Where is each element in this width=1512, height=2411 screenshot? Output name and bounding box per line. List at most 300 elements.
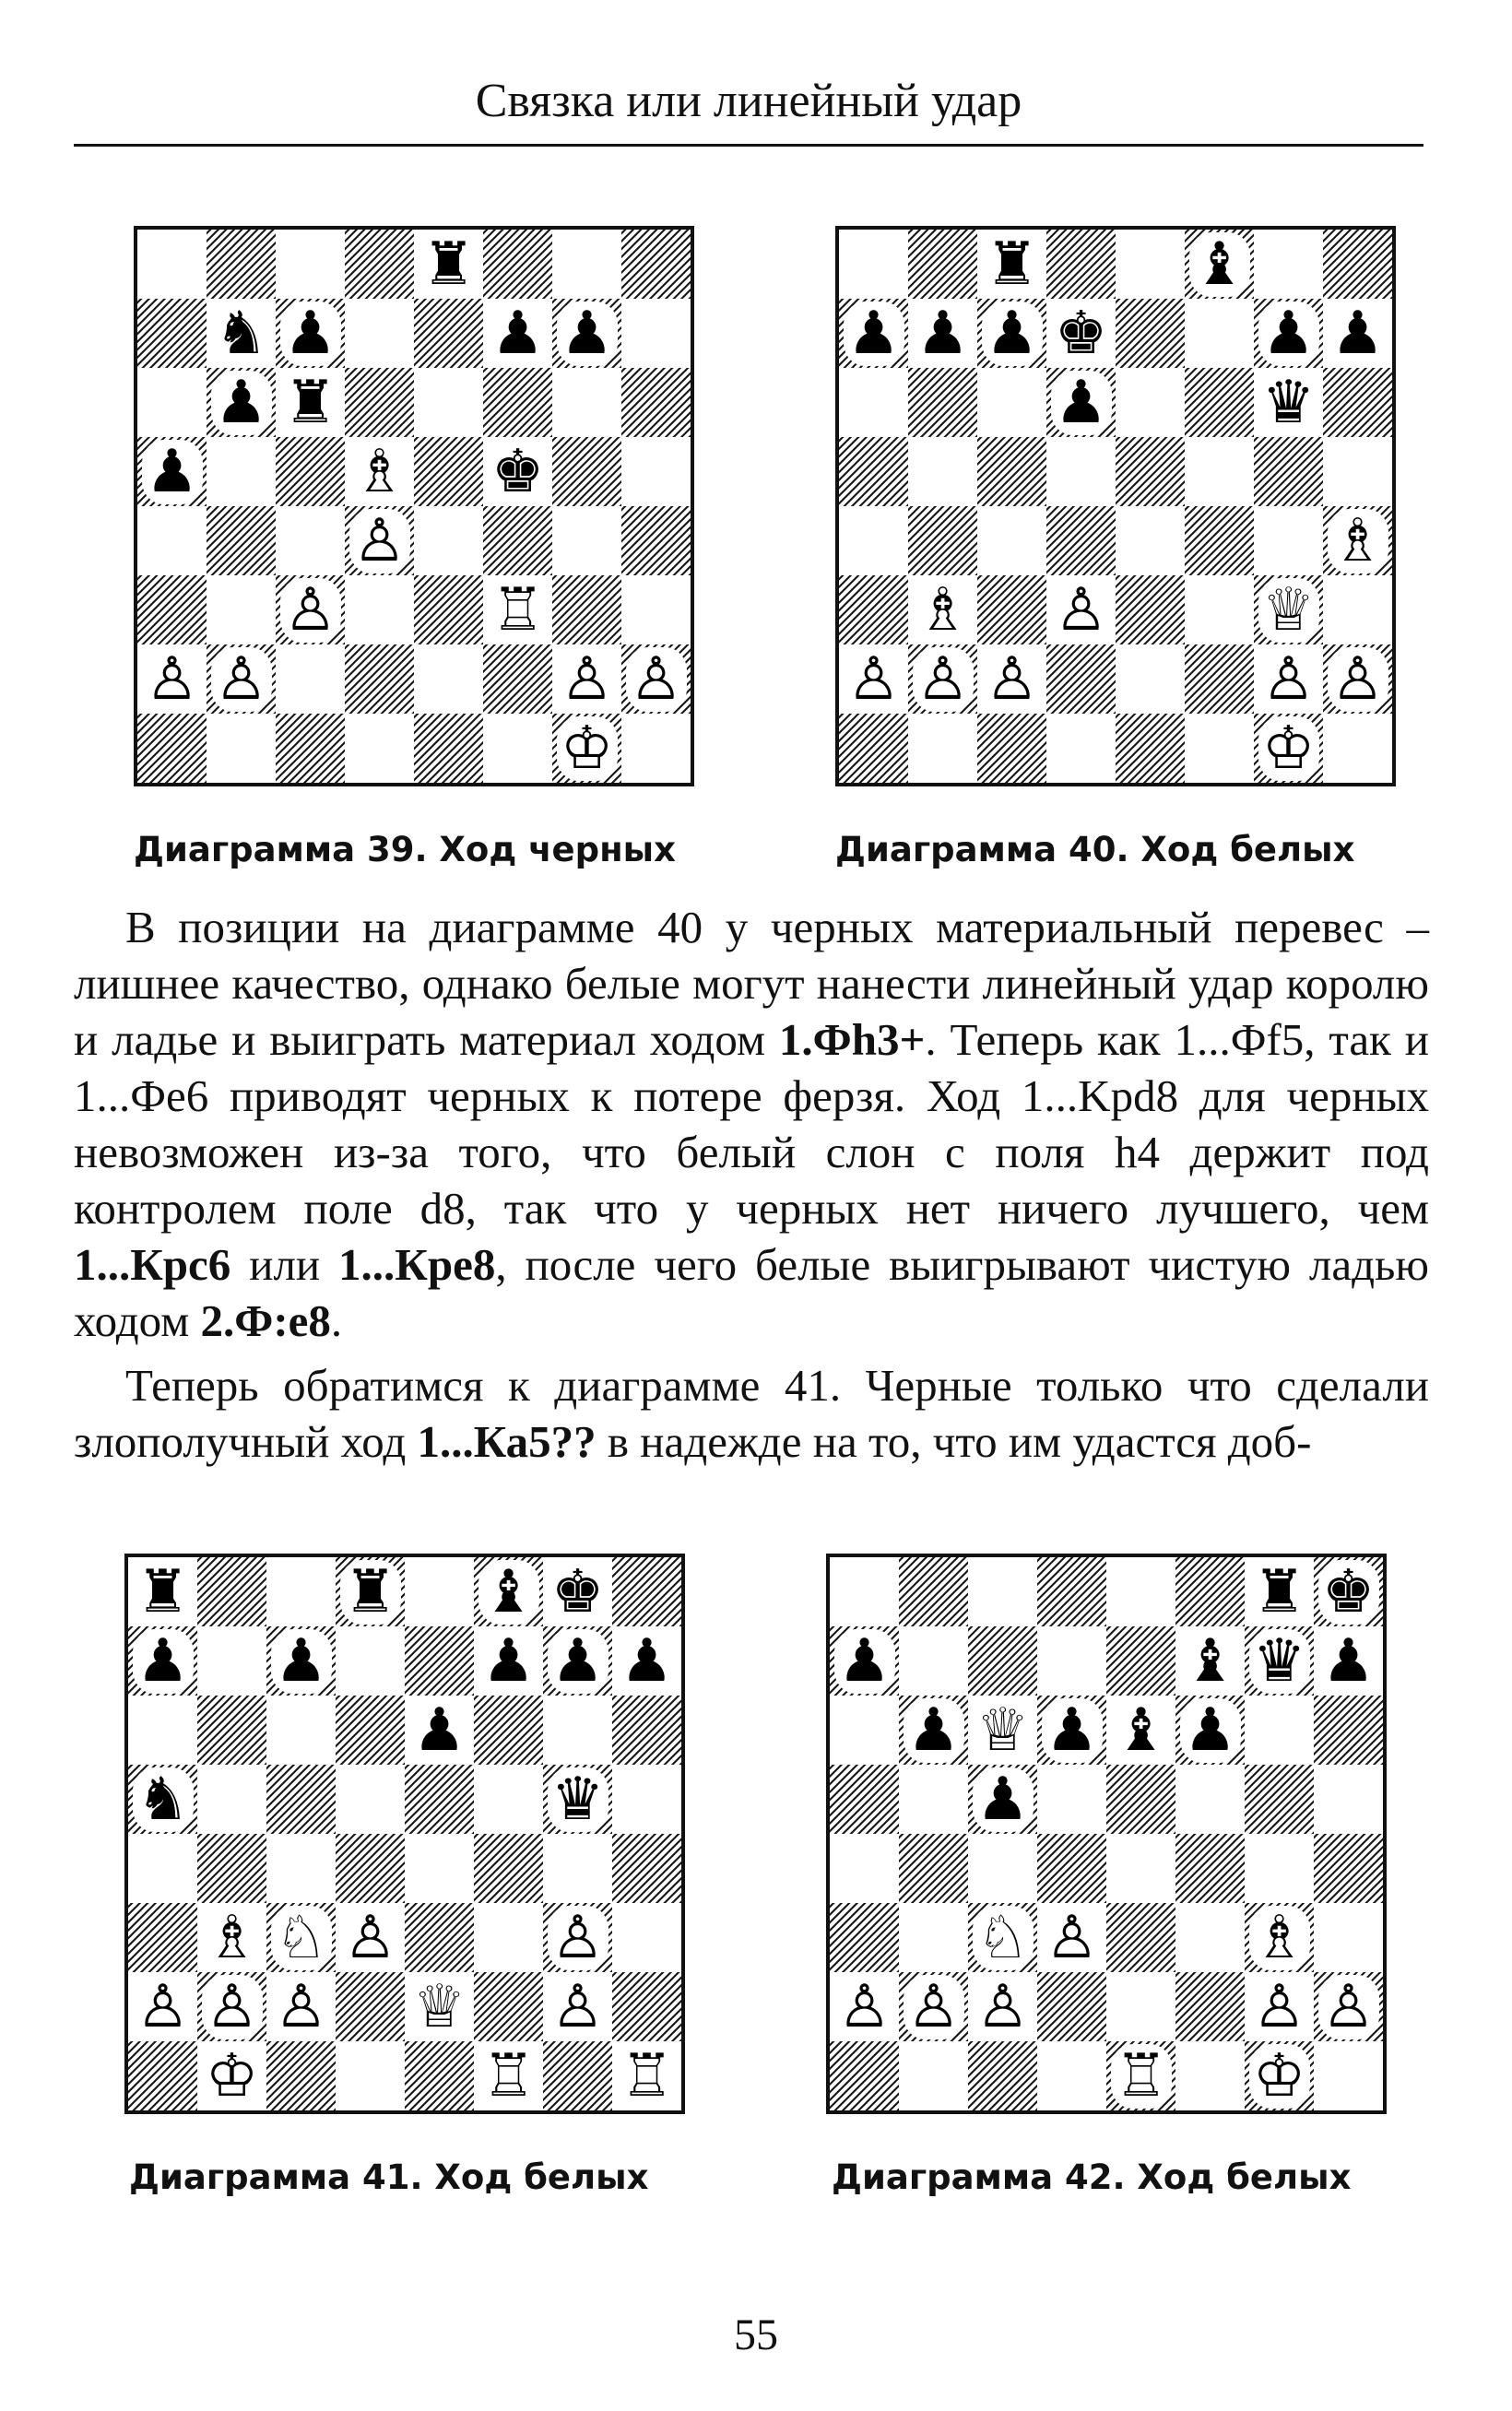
square-g5 [552,437,621,506]
square-f3 [483,575,552,644]
diagram-39-caption: Диаграмма 39. Ход черных [134,830,676,869]
square-f2 [474,1972,543,2041]
square-e3 [1106,1903,1175,1972]
white-rook-icon: ♖ [617,2044,678,2109]
text-run: , после чего белые выигрывают чистую ладью ходом [74,1239,1429,1346]
square-d1 [336,2041,405,2110]
square-f5 [1185,437,1254,506]
black-rook-icon: ♜ [419,232,479,297]
black-knight-icon: ♞ [211,301,272,366]
white-pawn-icon: ♙ [133,1975,194,2039]
square-d2 [1037,1972,1106,2041]
square-h5 [1323,437,1392,506]
square-a4 [830,1834,899,1903]
square-e3 [405,1903,474,1972]
black-pawn-icon: ♟ [1328,301,1388,366]
square-b2 [207,644,276,714]
square-a1 [128,2041,197,2110]
black-pawn-icon: ♟ [904,1698,964,1763]
square-c3 [968,1903,1037,1972]
move-notation: 1...Кре8 [338,1239,496,1290]
white-pawn-icon: ♙ [548,1975,608,2039]
black-pawn-icon: ♟ [913,301,974,366]
black-pawn-icon: ♟ [133,1629,194,1694]
square-g8 [1245,1557,1314,1626]
black-pawn-icon: ♟ [834,1629,895,1694]
square-h3 [612,1903,681,1972]
black-pawn-icon: ♟ [1180,1698,1241,1763]
square-h3 [1314,1903,1383,1972]
square-c5 [977,437,1046,506]
white-pawn-icon: ♙ [913,647,974,712]
square-e3 [414,575,483,644]
square-b4 [899,1834,968,1903]
square-e1 [414,714,483,783]
square-g7 [1245,1626,1314,1696]
square-a1 [839,714,908,783]
white-bishop-icon: ♗ [1249,1906,1310,1970]
black-queen-icon: ♛ [1249,1629,1310,1694]
square-a2 [839,644,908,714]
black-pawn-icon: ♟ [617,1629,678,1694]
black-pawn-icon: ♟ [142,440,203,504]
square-h2 [1323,644,1392,714]
white-bishop-icon: ♗ [1328,509,1388,573]
square-a4 [128,1834,197,1903]
square-b6 [908,368,977,437]
white-pawn-icon: ♙ [1318,1975,1379,2039]
square-b8 [908,230,977,299]
square-f1 [1185,714,1254,783]
square-d7 [336,1626,405,1696]
black-bishop-icon: ♝ [1180,1629,1241,1694]
square-b7 [908,299,977,368]
square-b4 [207,506,276,575]
square-e7 [1116,299,1185,368]
square-c3 [977,575,1046,644]
square-g8 [543,1557,612,1626]
square-b5 [899,1765,968,1834]
white-pawn-icon: ♙ [973,1975,1034,2039]
square-h4 [1323,506,1392,575]
square-d3 [1046,575,1116,644]
square-b6 [197,1696,266,1765]
black-knight-icon: ♞ [133,1767,194,1832]
square-h1 [621,714,691,783]
square-e8 [1106,1557,1175,1626]
square-h3 [1323,575,1392,644]
square-f5 [474,1765,543,1834]
square-d7 [345,299,414,368]
square-e1 [405,2041,474,2110]
square-b1 [197,2041,266,2110]
text-run: в надежде на то, что им удастся доб- [596,1416,1312,1467]
black-pawn-icon: ♟ [1042,1698,1103,1763]
square-d7 [1037,1626,1106,1696]
square-h6 [621,368,691,437]
square-a1 [137,714,207,783]
move-notation: 1...Крс6 [74,1239,231,1290]
square-b7 [899,1626,968,1696]
square-g5 [543,1765,612,1834]
square-c7 [968,1626,1037,1696]
page-number: 55 [734,2311,778,2359]
square-g2 [1254,644,1323,714]
square-c8 [977,230,1046,299]
square-d4 [1046,506,1116,575]
square-b3 [197,1903,266,1972]
square-h1 [612,2041,681,2110]
square-e5 [414,437,483,506]
square-e4 [1106,1834,1175,1903]
square-h1 [1323,714,1392,783]
square-f6 [474,1696,543,1765]
square-a7 [128,1626,197,1696]
square-c8 [266,1557,336,1626]
square-b2 [197,1972,266,2041]
square-c3 [266,1903,336,1972]
square-f8 [474,1557,543,1626]
square-g4 [552,506,621,575]
square-b2 [899,1972,968,2041]
square-h8 [1314,1557,1383,1626]
square-g4 [1254,506,1323,575]
white-queen-icon: ♕ [409,1975,470,2039]
square-b4 [908,506,977,575]
square-h5 [1314,1765,1383,1834]
black-pawn-icon: ♟ [973,1767,1034,1832]
square-d5 [345,437,414,506]
square-e5 [1116,437,1185,506]
square-h2 [612,1972,681,2041]
square-e3 [1116,575,1185,644]
square-g7 [552,299,621,368]
square-e6 [1106,1696,1175,1765]
black-bishop-icon: ♝ [1189,232,1250,297]
square-b3 [899,1903,968,1972]
white-pawn-icon: ♙ [142,647,203,712]
square-h1 [1314,2041,1383,2110]
square-a4 [137,506,207,575]
square-a8 [128,1557,197,1626]
square-f4 [1175,1834,1245,1903]
square-g7 [543,1626,612,1696]
square-h6 [612,1696,681,1765]
text-run: или [230,1239,339,1290]
square-h6 [1323,368,1392,437]
square-g3 [543,1903,612,1972]
square-d1 [345,714,414,783]
square-h4 [621,506,691,575]
black-pawn-icon: ♟ [1258,301,1319,366]
square-d8 [1037,1557,1106,1626]
square-f3 [474,1903,543,1972]
square-e7 [414,299,483,368]
square-c6 [276,368,345,437]
text-run: В позиции на диаграмме 40 у черных материальный перевес – лишнее качество, однако белые могут нанести линейный удар королю и ладье и выиграть материал ходом [74,902,1429,1065]
square-f1 [483,714,552,783]
square-b1 [207,714,276,783]
chess-diagram-40 [835,226,1396,786]
square-c2 [968,1972,1037,2041]
square-a5 [830,1765,899,1834]
square-e2 [405,1972,474,2041]
square-h8 [1323,230,1392,299]
black-pawn-icon: ♟ [982,301,1043,366]
square-c2 [276,644,345,714]
square-b7 [207,299,276,368]
white-king-icon: ♔ [1258,716,1319,781]
square-b1 [899,2041,968,2110]
white-pawn-icon: ♙ [271,1975,332,2039]
square-g8 [1254,230,1323,299]
square-b7 [197,1626,266,1696]
square-b8 [899,1557,968,1626]
white-pawn-icon: ♙ [211,647,272,712]
square-d3 [1037,1903,1106,1972]
square-g7 [1254,299,1323,368]
white-pawn-icon: ♙ [1042,1906,1103,1970]
square-g1 [1254,714,1323,783]
square-d6 [1046,368,1116,437]
black-pawn-icon: ♟ [1318,1629,1379,1694]
square-e7 [405,1626,474,1696]
square-g1 [543,2041,612,2110]
square-d2 [345,644,414,714]
square-d5 [336,1765,405,1834]
square-g4 [543,1834,612,1903]
square-g6 [552,368,621,437]
square-f1 [1175,2041,1245,2110]
square-c6 [977,368,1046,437]
square-a3 [128,1903,197,1972]
chess-diagram-42 [826,1554,1387,2114]
text-run: Теперь обратимся к диаграмме 41. Черные только что сделали злополучный ход [74,1360,1429,1467]
white-bishop-icon: ♗ [913,578,974,643]
text-run: . [330,1295,343,1346]
black-king-icon: ♚ [1318,1560,1379,1625]
black-pawn-icon: ♟ [271,1629,332,1694]
square-a3 [137,575,207,644]
square-g3 [1254,575,1323,644]
square-a5 [137,437,207,506]
square-d6 [336,1696,405,1765]
square-a8 [137,230,207,299]
square-g3 [552,575,621,644]
square-g2 [1245,1972,1314,2041]
square-f5 [483,437,552,506]
square-f2 [1175,1972,1245,2041]
square-f7 [1185,299,1254,368]
header-rule [74,144,1423,147]
white-pawn-icon: ♙ [626,647,687,712]
square-f8 [1185,230,1254,299]
square-a2 [128,1972,197,2041]
square-e1 [1116,714,1185,783]
square-e4 [414,506,483,575]
square-e4 [1116,506,1185,575]
square-e8 [1116,230,1185,299]
square-c1 [266,2041,336,2110]
square-g5 [1245,1765,1314,1834]
white-pawn-icon: ♙ [1249,1975,1310,2039]
square-f5 [1175,1765,1245,1834]
square-f8 [483,230,552,299]
square-h8 [612,1557,681,1626]
body-text [74,899,1429,1470]
square-b5 [207,437,276,506]
square-e8 [405,1557,474,1626]
white-bishop-icon: ♗ [202,1906,263,1970]
black-rook-icon: ♜ [982,232,1043,297]
square-c7 [266,1626,336,1696]
black-bishop-icon: ♝ [1111,1698,1172,1763]
square-f6 [483,368,552,437]
square-a6 [137,368,207,437]
paragraph-2 [74,1357,1429,1470]
square-a7 [830,1626,899,1696]
square-d2 [1046,644,1116,714]
black-pawn-icon: ♟ [548,1629,608,1694]
square-f6 [1175,1696,1245,1765]
white-queen-icon: ♕ [973,1698,1034,1763]
white-pawn-icon: ♙ [1328,647,1388,712]
square-d8 [345,230,414,299]
square-f2 [483,644,552,714]
black-king-icon: ♚ [488,440,549,504]
square-f7 [483,299,552,368]
white-pawn-icon: ♙ [280,578,341,643]
diagram-42-caption: Диаграмма 42. Ход белых [832,2157,1352,2197]
square-a3 [830,1903,899,1972]
paragraph-1 [74,899,1429,1349]
square-b6 [207,368,276,437]
square-h3 [621,575,691,644]
square-d1 [1046,714,1116,783]
square-g4 [1245,1834,1314,1903]
white-pawn-icon: ♙ [1051,578,1112,643]
square-c7 [977,299,1046,368]
square-d4 [1037,1834,1106,1903]
square-c8 [276,230,345,299]
square-d3 [345,575,414,644]
square-h5 [612,1765,681,1834]
square-e6 [1116,368,1185,437]
white-king-icon: ♔ [557,716,618,781]
square-g6 [1254,368,1323,437]
square-a4 [839,506,908,575]
square-h2 [621,644,691,714]
square-f6 [1185,368,1254,437]
square-a6 [839,368,908,437]
black-pawn-icon: ♟ [844,301,904,366]
white-pawn-icon: ♙ [548,1906,608,1970]
square-b2 [908,644,977,714]
black-rook-icon: ♜ [340,1560,401,1625]
square-g3 [1245,1903,1314,1972]
square-d4 [336,1834,405,1903]
square-c2 [266,1972,336,2041]
square-e2 [1116,644,1185,714]
square-e6 [414,368,483,437]
square-c4 [968,1834,1037,1903]
square-a6 [830,1696,899,1765]
white-pawn-icon: ♙ [844,647,904,712]
square-c1 [968,2041,1037,2110]
square-a7 [137,299,207,368]
square-h7 [1314,1626,1383,1696]
square-a2 [137,644,207,714]
square-c5 [276,437,345,506]
square-e6 [405,1696,474,1765]
black-pawn-icon: ♟ [1051,371,1112,435]
square-d3 [336,1903,405,1972]
square-c3 [276,575,345,644]
running-head: Связка или линейный удар [475,75,1022,127]
white-bishop-icon: ♗ [349,440,410,504]
square-b4 [197,1834,266,1903]
square-g6 [543,1696,612,1765]
chess-diagram-41 [124,1554,685,2114]
square-c6 [968,1696,1037,1765]
white-queen-icon: ♕ [1258,578,1319,643]
square-a5 [839,437,908,506]
white-king-icon: ♔ [1249,2044,1310,2109]
square-f7 [474,1626,543,1696]
black-king-icon: ♚ [548,1560,608,1625]
black-queen-icon: ♛ [548,1767,608,1832]
square-e4 [405,1834,474,1903]
square-h6 [1314,1696,1383,1765]
black-queen-icon: ♛ [1258,371,1319,435]
square-d2 [336,1972,405,2041]
square-g2 [543,1972,612,2041]
square-a8 [839,230,908,299]
white-rook-icon: ♖ [478,2044,539,2109]
square-f4 [474,1834,543,1903]
square-d6 [345,368,414,437]
white-knight-icon: ♘ [271,1906,332,1970]
black-rook-icon: ♜ [280,371,341,435]
square-d8 [336,1557,405,1626]
black-pawn-icon: ♟ [488,301,549,366]
square-c4 [266,1834,336,1903]
square-f8 [1175,1557,1245,1626]
square-a7 [839,299,908,368]
square-c8 [968,1557,1037,1626]
black-rook-icon: ♜ [1249,1560,1310,1625]
square-a1 [830,2041,899,2110]
square-a5 [128,1765,197,1834]
square-c4 [276,506,345,575]
square-b6 [899,1696,968,1765]
square-d7 [1046,299,1116,368]
square-f3 [1185,575,1254,644]
square-b8 [197,1557,266,1626]
square-c2 [977,644,1046,714]
chess-diagram-39 [134,226,694,786]
square-h8 [621,230,691,299]
square-d5 [1037,1765,1106,1834]
black-rook-icon: ♜ [133,1560,194,1625]
square-h7 [1323,299,1392,368]
square-c5 [266,1765,336,1834]
square-e5 [1106,1765,1175,1834]
square-a3 [839,575,908,644]
square-g8 [552,230,621,299]
black-pawn-icon: ♟ [409,1698,470,1763]
black-pawn-icon: ♟ [478,1629,539,1694]
